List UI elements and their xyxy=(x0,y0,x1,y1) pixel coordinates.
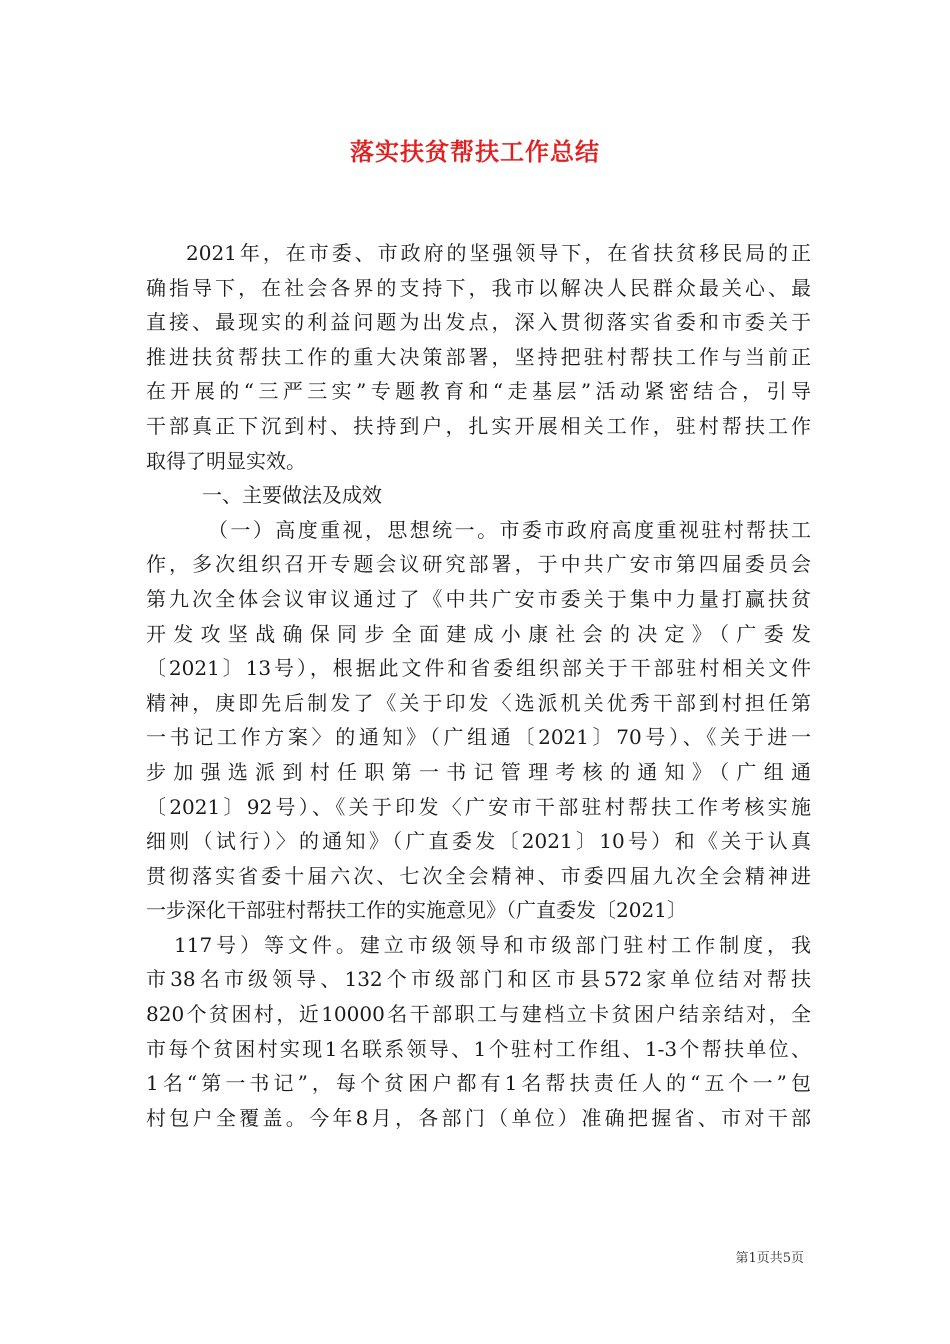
paragraph-line: 干部真正下沉到村、扶持到户，扎实开展相关工作，驻村帮扶工作 xyxy=(146,413,811,438)
page-number: 第1页共5页 xyxy=(735,1251,804,1266)
paragraph-line: 贯彻落实省委十届六次、七次全会精神、市委四届九次全会精神进 xyxy=(146,863,811,888)
paragraph-line: 117号）等文件。建立市级领导和市级部门驻村工作制度，我 xyxy=(174,932,811,957)
paragraph-line: 村包户全覆盖。今年8月，各部门（单位）准确把握省、市对干部 xyxy=(146,1105,811,1130)
paragraph-line: 推进扶贫帮扶工作的重大决策部署，坚持把驻村帮扶工作与当前正 xyxy=(146,344,811,369)
paragraph-line: 在开展的“三严三实”专题教育和“走基层”活动紧密结合，引导 xyxy=(146,379,811,404)
paragraph-line: 市38名市级领导、132个市级部门和区市县572家单位结对帮扶 xyxy=(146,967,811,992)
paragraph-line: 820个贫困村，近10000名干部职工与建档立卡贫困户结亲结对，全 xyxy=(146,1002,811,1027)
paragraph-line: 一书记工作方案〉的通知》（广组通〔2021〕70号）、《关于进一 xyxy=(146,725,811,750)
document-title: 落实扶贫帮扶工作总结 xyxy=(350,137,600,166)
paragraph-line: 〔2021〕92号）、《关于印发〈广安市干部驻村帮扶工作考核实施 xyxy=(146,794,811,819)
paragraph-line: 直接、最现实的利益问题为出发点，深入贯彻落实省委和市委关于 xyxy=(146,310,811,335)
paragraph-line: 市每个贫困村实现1名联系领导、1个驻村工作组、1-3个帮扶单位、 xyxy=(146,1036,811,1061)
document-body xyxy=(146,236,811,1135)
paragraph-line: 第九次全体会议审议通过了《中共广安市委关于集中力量打赢扶贫 xyxy=(146,586,811,611)
paragraph-line: 细则（试行）〉的通知》（广直委发〔2021〕10号）和《关于认真 xyxy=(146,829,811,854)
paragraph-line: 作，多次组织召开专题会议研究部署，于中共广安市第四届委员会 xyxy=(146,552,811,577)
paragraph-line: 1名“第一书记”，每个贫困户都有1名帮扶责任人的“五个一”包 xyxy=(146,1071,811,1096)
paragraph-line: 确指导下，在社会各界的支持下，我市以解决人民群众最关心、最 xyxy=(146,275,811,300)
paragraph-line: 精神，庚即先后制发了《关于印发〈选派机关优秀干部到村担任第 xyxy=(146,690,811,715)
paragraph-line: （一）高度重视，思想统一。市委市政府高度重视驻村帮扶工 xyxy=(208,517,811,542)
paragraph-line: 开发攻坚战确保同步全面建成小康社会的决定》（广委发 xyxy=(146,621,811,646)
section-heading: 一、主要做法及成效 xyxy=(202,483,382,508)
paragraph-line: 步加强选派到村任职第一书记管理考核的通知》（广组通 xyxy=(146,759,811,784)
paragraph-line: 〔2021〕13号），根据此文件和省委组织部关于干部驻村相关文件 xyxy=(146,656,811,681)
paragraph-line: 一步深化干部驻村帮扶工作的实施意见》（广直委发〔2021〕 xyxy=(146,898,687,923)
paragraph-line: 取得了明显实效。 xyxy=(146,448,306,473)
paragraph-line: 2021年，在市委、市政府的坚强领导下，在省扶贫移民局的正 xyxy=(186,241,811,265)
